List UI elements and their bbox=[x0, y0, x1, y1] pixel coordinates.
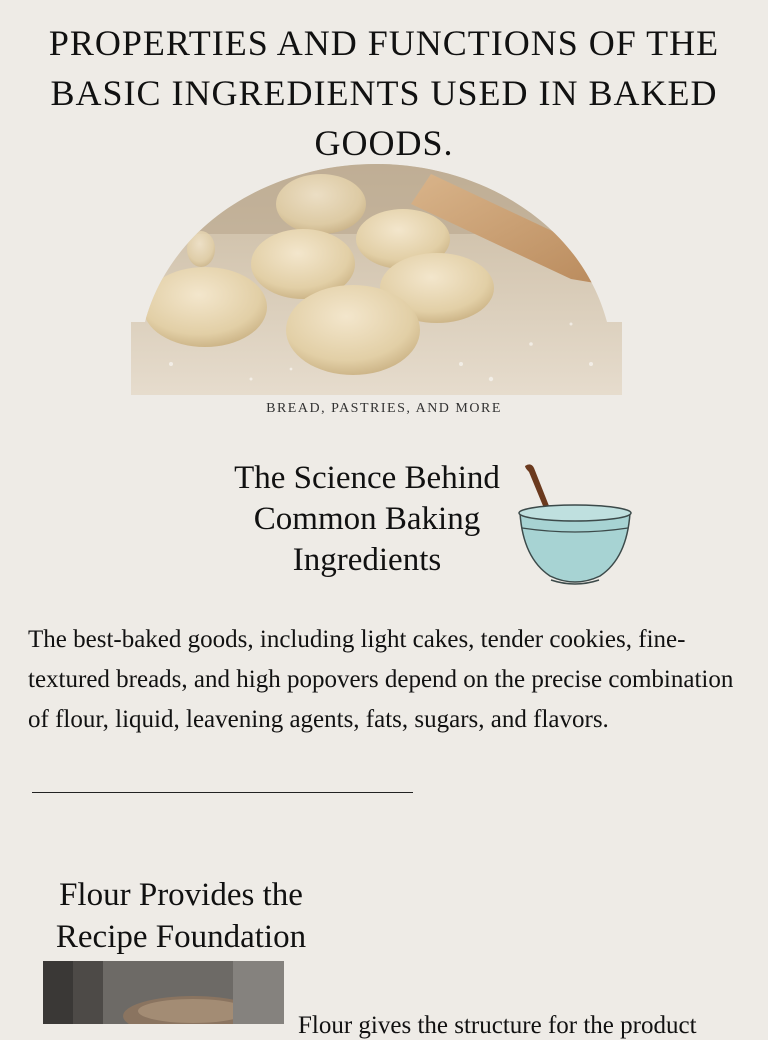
intro-paragraph: The best-baked goods, including light cakes, tender cookies, fine-textured breads, and high popovers depend on the precise combination of flour, liquid, leavening agents, fats, sugars, and flavors. bbox=[28, 626, 734, 733]
section-subheading: The Science Behind Common Baking Ingredients bbox=[234, 460, 500, 578]
page-title: PROPERTIES AND FUNCTIONS OF THE BASIC INGREDIENTS USED IN BAKED GOODS. bbox=[48, 23, 720, 163]
section-divider bbox=[32, 792, 413, 793]
flour-section-title: Flour Provides the Recipe Foundation bbox=[55, 877, 307, 955]
hero-caption: BREAD, PASTRIES, AND MORE bbox=[266, 401, 502, 416]
hero-image bbox=[131, 164, 622, 395]
flour-photo bbox=[43, 961, 284, 1024]
flour-paragraph: Flour gives the structure for the product bbox=[298, 1012, 697, 1039]
mixing-bowl-icon bbox=[515, 458, 635, 588]
